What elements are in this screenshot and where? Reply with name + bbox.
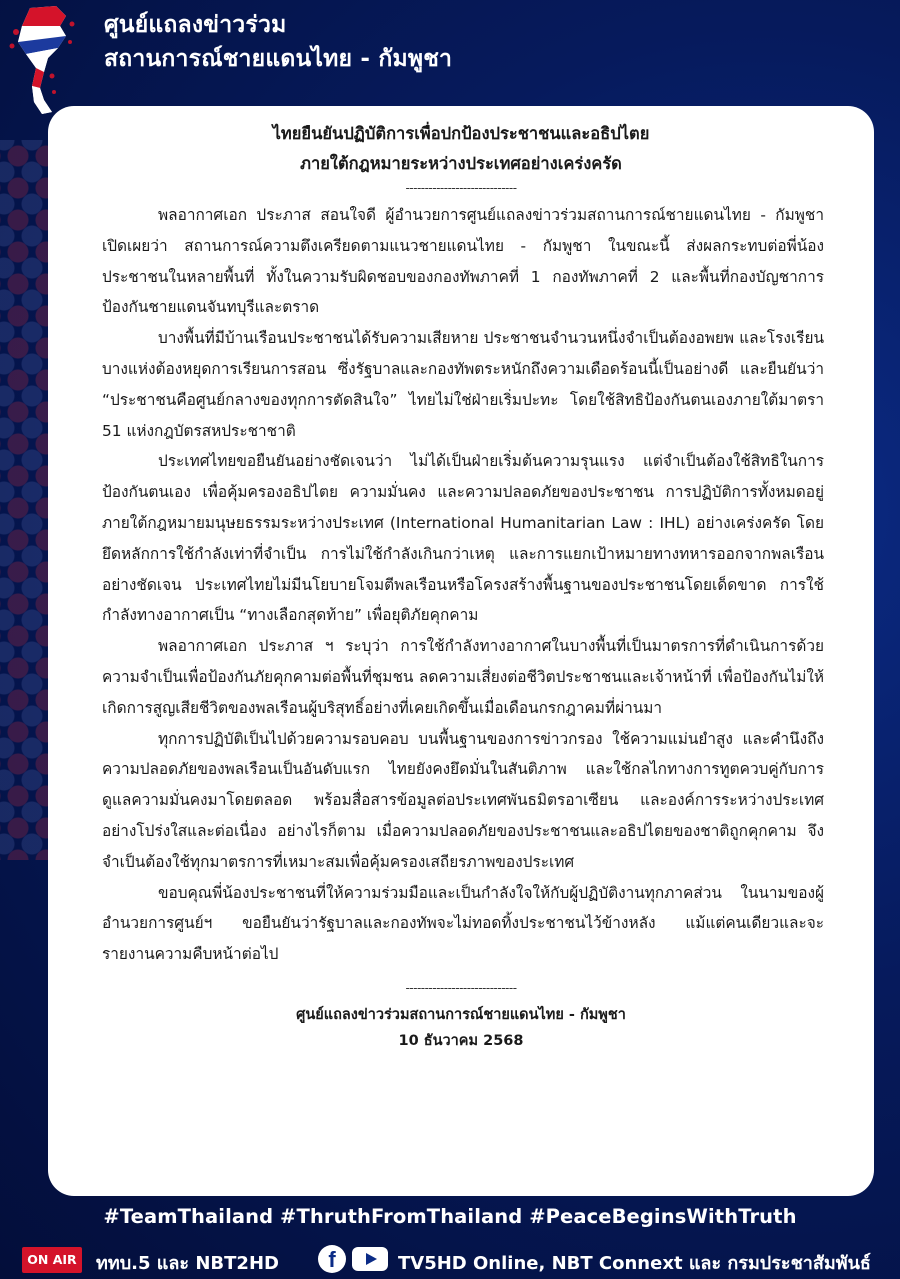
signature: ศูนย์แถลงข่าวร่วมสถานการณ์ชายแดนไทย - กัมพูชา xyxy=(296,1006,626,1023)
paragraph: ประเทศไทยขอยืนยันอย่างชัดเจนว่า ไม่ได้เป็นฝ่ายเริ่มต้นความรุนแรง แต่จำเป็นต้องใช้สิทธิในการป้องกันตนเอง เพื่อคุ้มครองอธิปไตย ความมั่นคง และความปลอดภัยของประชาชน การปฏิบัติการทั้งหมดอยู่ภายใต้กฎหมายมนุษยธรรมระหว่างประเทศ (International Humanitarian Law : IHL) อย่างเคร่งครัด โดยยึดหลักการใช้กำลังเท่าที่จำเป็น การไม่ใช้กำลังเกินกว่าเหตุ และการแยกเป้าหมายทางทหารออกจากพลเรือนอย่างชัดเจน ประเทศไทยไม่มีนโยบายโจมตีพลเรือนหรือโครงสร้างพื้นฐานของประชาชนโดยเด็ดขาด การใช้กำลังทางอากาศเป็น “ทางเลือกสุดท้าย” เพื่อยุติภัยคุกคาม xyxy=(102,452,824,625)
document-body xyxy=(48,200,874,970)
press-release-card xyxy=(48,106,874,1196)
paragraph: พลอากาศเอก ประภาส ฯ ระบุว่า การใช้กำลังทางอากาศในบางพื้นที่เป็นมาตรการที่ดำเนินการด้วยความจำเป็นเพื่อป้องกันภัยคุกคามต่อพื้นที่ชุมชน ลดความเสี่ยงต่อชีวิตประชาชนและเจ้าหน้าที่ เพื่อป้องกันไม่ให้เกิดการสูญเสียชีวิตของพลเรือนผู้บริสุทธิ์อย่างที่เคยเกิดขึ้นเมื่อเดือนกรกฎาคมที่ผ่านมา xyxy=(102,637,824,717)
tv-channels: ททบ.5 และ NBT2HD xyxy=(96,1253,279,1274)
title-separator: ----------------------------- xyxy=(405,181,517,195)
paragraph: พลอากาศเอก ประภาส สอนใจดี ผู้อำนวยการศูนย์แถลงข่าวร่วมสถานการณ์ชายแดนไทย - กัมพูชา เปิดเผยว่า สถานการณ์ความตึงเครียดตามแนวชายแดนไทย - กัมพูชา ในขณะนี้ ส่งผลกระทบต่อพี่น้องประชาชนในหลายพื้นที่ ทั้งในความรับผิดชอบของกองทัพภาคที่ 1 กองทัพภาคที่ 2 และพื้นที่กองบัญชาการป้องกันชายแดนจันทบุรีและตราด xyxy=(102,206,824,317)
document-date: 10 ธันวาคม 2568 xyxy=(398,1032,524,1049)
footer-separator: ----------------------------- xyxy=(405,980,517,995)
header-title xyxy=(104,8,452,76)
paragraph: ทุกการปฏิบัติเป็นไปด้วยความรอบคอบ บนพื้นฐานของการข่าวกรอง ใช้ความแม่นยำสูง และคำนึงถึงความปลอดภัยของพลเรือนเป็นอันดับแรก ไทยยังคงยึดมั่นในสันติภาพ และใช้กลไกทางการทูตควบคู่กับการดูแลความมั่นคงมาโดยตลอด พร้อมสื่อสารข้อมูลต่อประเทศพันธมิตรอาเซียน และองค์การระหว่างประเทศอย่างโปร่งใสและต่อเนื่อง อย่างไรก็ตาม เมื่อความปลอดภัยของประชาชนและอธิปไตยของชาติถูกคุกคาม จึงจำเป็นต้องใช้ทุกมาตรการที่เหมาะสมเพื่อคุ้มครองเสถียรภาพของประเทศ xyxy=(102,729,824,871)
facebook-icon: f xyxy=(318,1245,346,1273)
document-title xyxy=(48,119,874,179)
broadcast-bar xyxy=(0,1240,900,1279)
header xyxy=(0,0,900,100)
online-channels: TV5HD Online, NBT Connext และ กรมประชาสัมพันธ์ xyxy=(398,1253,871,1274)
youtube-icon xyxy=(352,1247,388,1271)
on-air-badge: ON AIR xyxy=(22,1247,82,1273)
paragraph: บางพื้นที่มีบ้านเรือนประชาชนได้รับความเสียหาย ประชาชนจำนวนหนึ่งจำเป็นต้องอพยพ และโรงเรียนบางแห่งต้องหยุดการเรียนการสอน ซึ่งรัฐบาลและกองทัพตระหนักถึงความเดือดร้อนนี้เป็นอย่างดี และยืนยันว่า “ประชาชนคือศูนย์กลางของทุกการตัดสินใจ” ไทยไม่ใช่ฝ่ายเริ่มปะทะ โดยใช้สิทธิป้องกันตนเองภายใต้มาตรา 51 แห่งกฎบัตรสหประชาชาติ xyxy=(102,329,824,440)
signature-block xyxy=(48,1002,874,1054)
paragraph: ขอบคุณพี่น้องประชาชนที่ให้ความร่วมมือและเป็นกำลังใจให้กับผู้ปฏิบัติงานทุกภาคส่วน ในนามของผู้อำนวยการศูนย์ฯ ขอยืนยันว่ารัฐบาลและกองทัพจะไม่ทอดทิ้งประชาชนไว้ข้างหลัง แม้แต่คนเดียวและจะรายงานความคืบหน้าต่อไป xyxy=(102,883,824,964)
header-title-line1: ศูนย์แถลงข่าวร่วม xyxy=(104,12,287,38)
document-title-line1: ไทยยืนยันปฏิบัติการเพื่อปกป้องประชาชนและอธิปไตย xyxy=(272,124,650,143)
hashtags: #TeamThailand #ThruthFromThailand #PeaceBeginsWithTruth xyxy=(103,1205,797,1228)
header-title-line2: สถานการณ์ชายแดนไทย - กัมพูชา xyxy=(104,46,453,72)
thailand-map-flag-icon xyxy=(8,2,86,118)
document-title-line2: ภายใต้กฎหมายระหว่างประเทศอย่างเคร่งครัด xyxy=(300,154,622,173)
